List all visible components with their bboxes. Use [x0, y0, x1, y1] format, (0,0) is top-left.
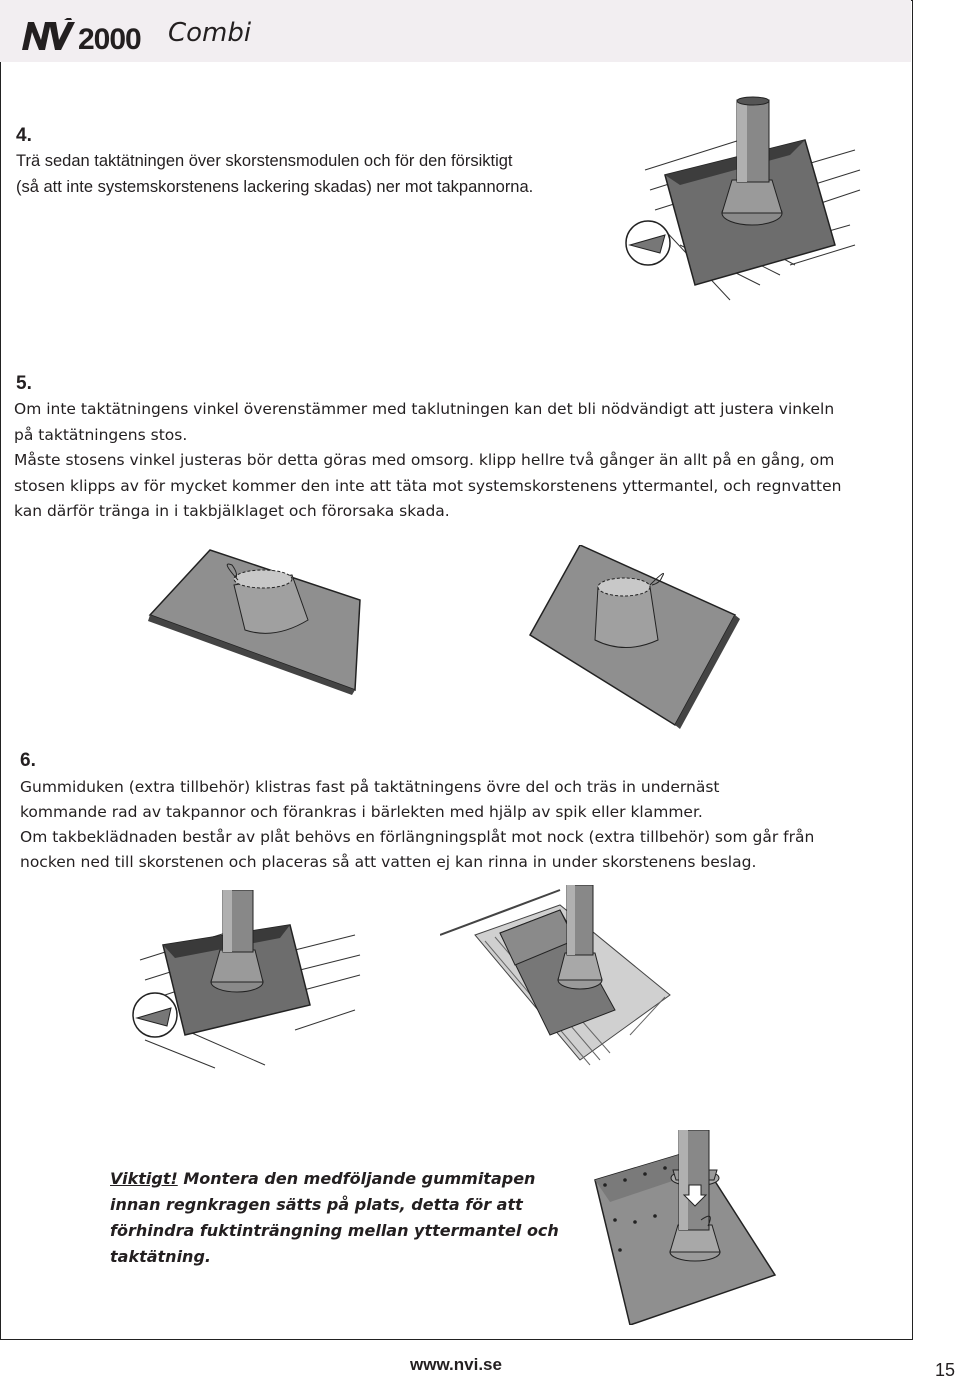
- section-5-text: [14, 397, 841, 525]
- important-note-text: Montera den medföljande gummitapen innan regnkragen sätts på plats, detta för att förhindra fuktinträngning mellan yttermantel och taktätning.: [110, 1169, 559, 1266]
- flashing-cut-left-illustration: [140, 545, 380, 695]
- section-6-number: 6.: [20, 750, 36, 771]
- section-4-number: 4.: [16, 125, 32, 146]
- footer-url[interactable]: www.nvi.se: [410, 1355, 502, 1374]
- page-number: 15: [935, 1360, 956, 1380]
- chimney-roof-illustration: [620, 95, 870, 310]
- rubber-cloth-tiled-illustration: [125, 890, 370, 1070]
- section-5-line: kan därför tränga in i takbjälklaget och förorsaka skada.: [14, 502, 450, 520]
- section-4-line: Trä sedan taktätningen över skorstensmodulen och för den försiktigt: [16, 152, 513, 170]
- section-6-line: Om takbeklädnaden består av plåt behövs en förlängningsplåt mot nock (extra tillbehör) som går från: [20, 828, 815, 846]
- extension-plate-metal-roof-illustration: [440, 885, 675, 1070]
- product-name: Combi: [168, 18, 252, 48]
- nvi-logo: [22, 18, 157, 52]
- rain-collar-tape-illustration: [590, 1130, 780, 1325]
- section-5-line: Måste stosens vinkel justeras bör detta göras med omsorg. klipp hellre två gånger än allt på en gång, om: [14, 451, 835, 469]
- section-6-line: nocken ned till skorstenen och placeras så att vatten ej kan rinna in under skorstenens beslag.: [20, 853, 757, 871]
- section-5-line: på taktätningens stos.: [14, 425, 188, 444]
- flashing-cut-right-illustration: [510, 545, 750, 730]
- section-5-number: 5.: [16, 373, 32, 394]
- section-5-line: Om inte taktätningens vinkel överenstämmer med taklutningen kan det bli nödvändigt att justera vinkeln: [14, 400, 835, 418]
- section-5-line: stosen klipps av för mycket kommer den inte att täta mot systemskorstenens yttermantel, och regnvatten: [14, 476, 842, 495]
- section-6-line: Gummiduken (extra tillbehör) klistras fast på taktätningens övre del och träs in undernäst: [20, 778, 720, 796]
- svg-text:2000: 2000: [78, 23, 141, 52]
- section-6-line: kommande rad av takpannor och förankras i bärlekten med hjälp av spik eller klammer.: [20, 803, 703, 821]
- important-note-label: Viktigt!: [110, 1169, 178, 1188]
- important-note: [110, 1166, 580, 1270]
- section-4-line: (så att inte systemskorstenens lackering skadas) ner mot takpannorna.: [16, 177, 534, 196]
- section-6-text: [20, 775, 814, 875]
- section-4-text: [16, 149, 533, 200]
